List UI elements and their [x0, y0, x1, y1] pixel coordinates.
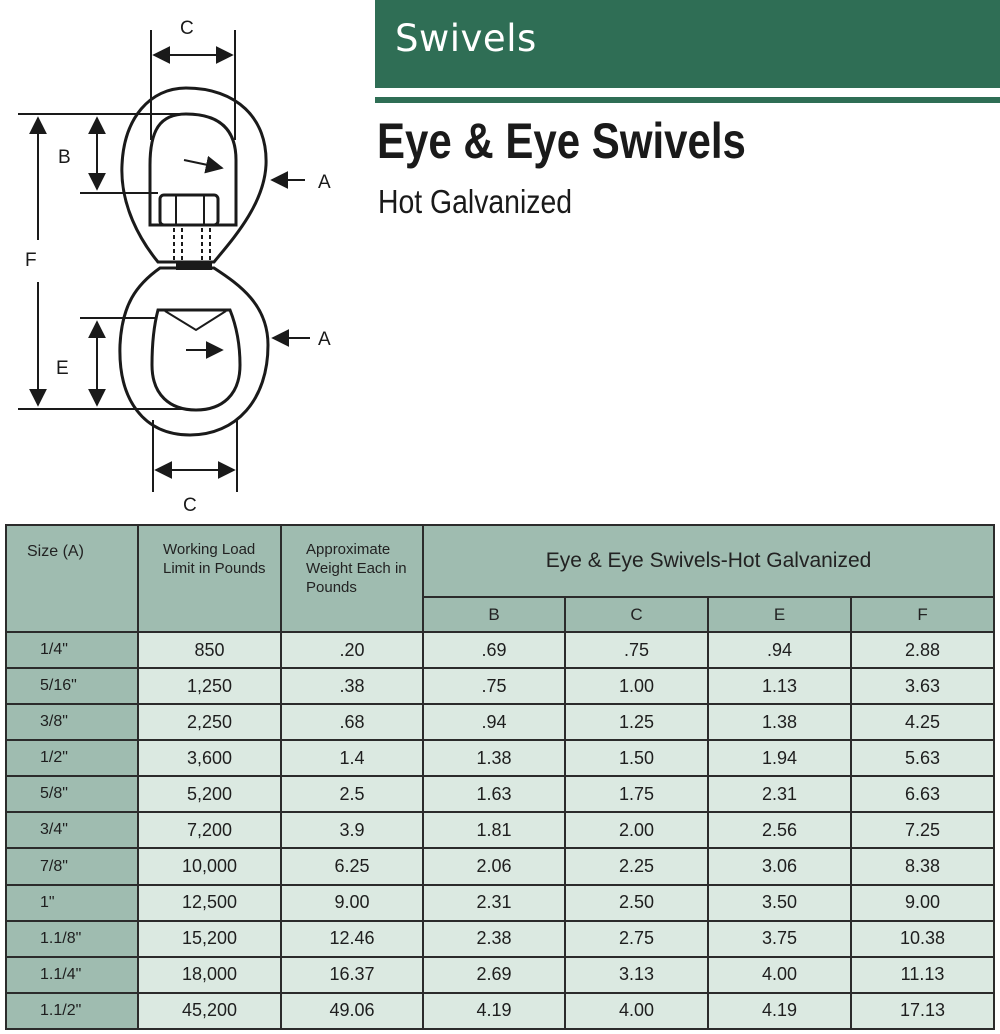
label-c-bottom: C: [183, 495, 197, 516]
cell-c: 1.75: [565, 776, 708, 812]
cell-wll: 3,600: [138, 740, 281, 776]
upper-eye-inner: [150, 114, 236, 225]
table-row: [6, 704, 994, 740]
table-row: [6, 812, 994, 848]
cell-e: 3.50: [708, 885, 851, 921]
cell-size: 3/8": [6, 704, 138, 740]
cell-wll: 1,250: [138, 668, 281, 704]
cell-b: 2.69: [423, 957, 565, 993]
lower-eye-inner: [152, 310, 240, 410]
cell-c: 4.00: [565, 993, 708, 1029]
cell-wll: 15,200: [138, 921, 281, 957]
cell-weight: 9.00: [281, 885, 423, 921]
cell-wll: 5,200: [138, 776, 281, 812]
cell-f: 3.63: [851, 668, 994, 704]
cell-size: 5/16": [6, 668, 138, 704]
cell-c: 2.75: [565, 921, 708, 957]
cell-c: 2.25: [565, 848, 708, 884]
cell-f: 5.63: [851, 740, 994, 776]
cell-f: 17.13: [851, 993, 994, 1029]
header-wll: Working Load Limit in Pounds: [138, 525, 281, 632]
cell-e: 4.19: [708, 993, 851, 1029]
cell-weight: 12.46: [281, 921, 423, 957]
cell-wll: 45,200: [138, 993, 281, 1029]
cell-e: 3.75: [708, 921, 851, 957]
cell-e: 1.94: [708, 740, 851, 776]
section-banner: [375, 0, 1000, 88]
cell-e: 4.00: [708, 957, 851, 993]
label-e: E: [56, 358, 69, 379]
cell-b: .69: [423, 632, 565, 668]
cell-weight: .38: [281, 668, 423, 704]
cell-e: 2.31: [708, 776, 851, 812]
cell-b: 4.19: [423, 993, 565, 1029]
header-e: E: [708, 597, 851, 632]
product-title: Eye & Eye Swivels: [377, 113, 746, 169]
cell-c: .75: [565, 632, 708, 668]
product-subtitle: Hot Galvanized: [378, 183, 573, 220]
cell-e: 2.56: [708, 812, 851, 848]
cell-c: 2.50: [565, 885, 708, 921]
section-title: Swivels: [395, 17, 537, 60]
label-a-upper: A: [318, 172, 331, 193]
cell-b: 2.38: [423, 921, 565, 957]
cell-f: 11.13: [851, 957, 994, 993]
cell-c: 2.00: [565, 812, 708, 848]
cell-size: 1/4": [6, 632, 138, 668]
cell-e: .94: [708, 632, 851, 668]
cell-weight: 49.06: [281, 993, 423, 1029]
cell-f: 4.25: [851, 704, 994, 740]
cell-wll: 10,000: [138, 848, 281, 884]
table-row: [6, 885, 994, 921]
cell-size: 5/8": [6, 776, 138, 812]
table-body: [6, 632, 994, 1029]
table-row: [6, 921, 994, 957]
swivel-dimension-diagram: [0, 0, 370, 525]
cell-weight: 16.37: [281, 957, 423, 993]
cell-wll: 12,500: [138, 885, 281, 921]
table-row: [6, 632, 994, 668]
cell-b: 2.06: [423, 848, 565, 884]
cell-f: 7.25: [851, 812, 994, 848]
header-f: F: [851, 597, 994, 632]
cell-weight: 2.5: [281, 776, 423, 812]
cell-e: 1.13: [708, 668, 851, 704]
cell-e: 1.38: [708, 704, 851, 740]
cell-weight: .68: [281, 704, 423, 740]
cell-wll: 18,000: [138, 957, 281, 993]
header-size: Size (A): [6, 525, 138, 632]
cell-weight: 3.9: [281, 812, 423, 848]
swivel-nut: [160, 195, 218, 225]
cell-size: 1.1/2": [6, 993, 138, 1029]
label-b: B: [58, 147, 71, 168]
cell-weight: 1.4: [281, 740, 423, 776]
cell-f: 6.63: [851, 776, 994, 812]
label-f: F: [25, 250, 37, 271]
cell-c: 1.00: [565, 668, 708, 704]
cell-wll: 7,200: [138, 812, 281, 848]
header-group: Eye & Eye Swivels-Hot Galvanized: [423, 525, 994, 597]
cell-f: 10.38: [851, 921, 994, 957]
table-header-row: [6, 525, 994, 597]
cell-e: 3.06: [708, 848, 851, 884]
table-row: [6, 668, 994, 704]
cell-b: 2.31: [423, 885, 565, 921]
cell-c: 3.13: [565, 957, 708, 993]
cell-b: .75: [423, 668, 565, 704]
table-row: [6, 993, 994, 1029]
header-weight: Approximate Weight Each in Pounds: [281, 525, 423, 632]
cell-b: .94: [423, 704, 565, 740]
cell-f: 2.88: [851, 632, 994, 668]
cell-size: 1.1/8": [6, 921, 138, 957]
cell-size: 1.1/4": [6, 957, 138, 993]
cell-b: 1.38: [423, 740, 565, 776]
cell-weight: 6.25: [281, 848, 423, 884]
cell-b: 1.81: [423, 812, 565, 848]
label-a-lower: A: [318, 329, 331, 350]
spec-table: [5, 524, 995, 1030]
cell-c: 1.25: [565, 704, 708, 740]
label-c-top: C: [180, 18, 194, 39]
cell-size: 1/2": [6, 740, 138, 776]
cell-f: 9.00: [851, 885, 994, 921]
table-row: [6, 848, 994, 884]
cell-size: 7/8": [6, 848, 138, 884]
banner-divider: [375, 97, 1000, 103]
cell-c: 1.50: [565, 740, 708, 776]
header-c: C: [565, 597, 708, 632]
cell-wll: 850: [138, 632, 281, 668]
header-b: B: [423, 597, 565, 632]
cell-size: 1": [6, 885, 138, 921]
table-row: [6, 957, 994, 993]
cell-weight: .20: [281, 632, 423, 668]
table-row: [6, 740, 994, 776]
table-row: [6, 776, 994, 812]
cell-wll: 2,250: [138, 704, 281, 740]
cell-size: 3/4": [6, 812, 138, 848]
cell-f: 8.38: [851, 848, 994, 884]
cell-b: 1.63: [423, 776, 565, 812]
